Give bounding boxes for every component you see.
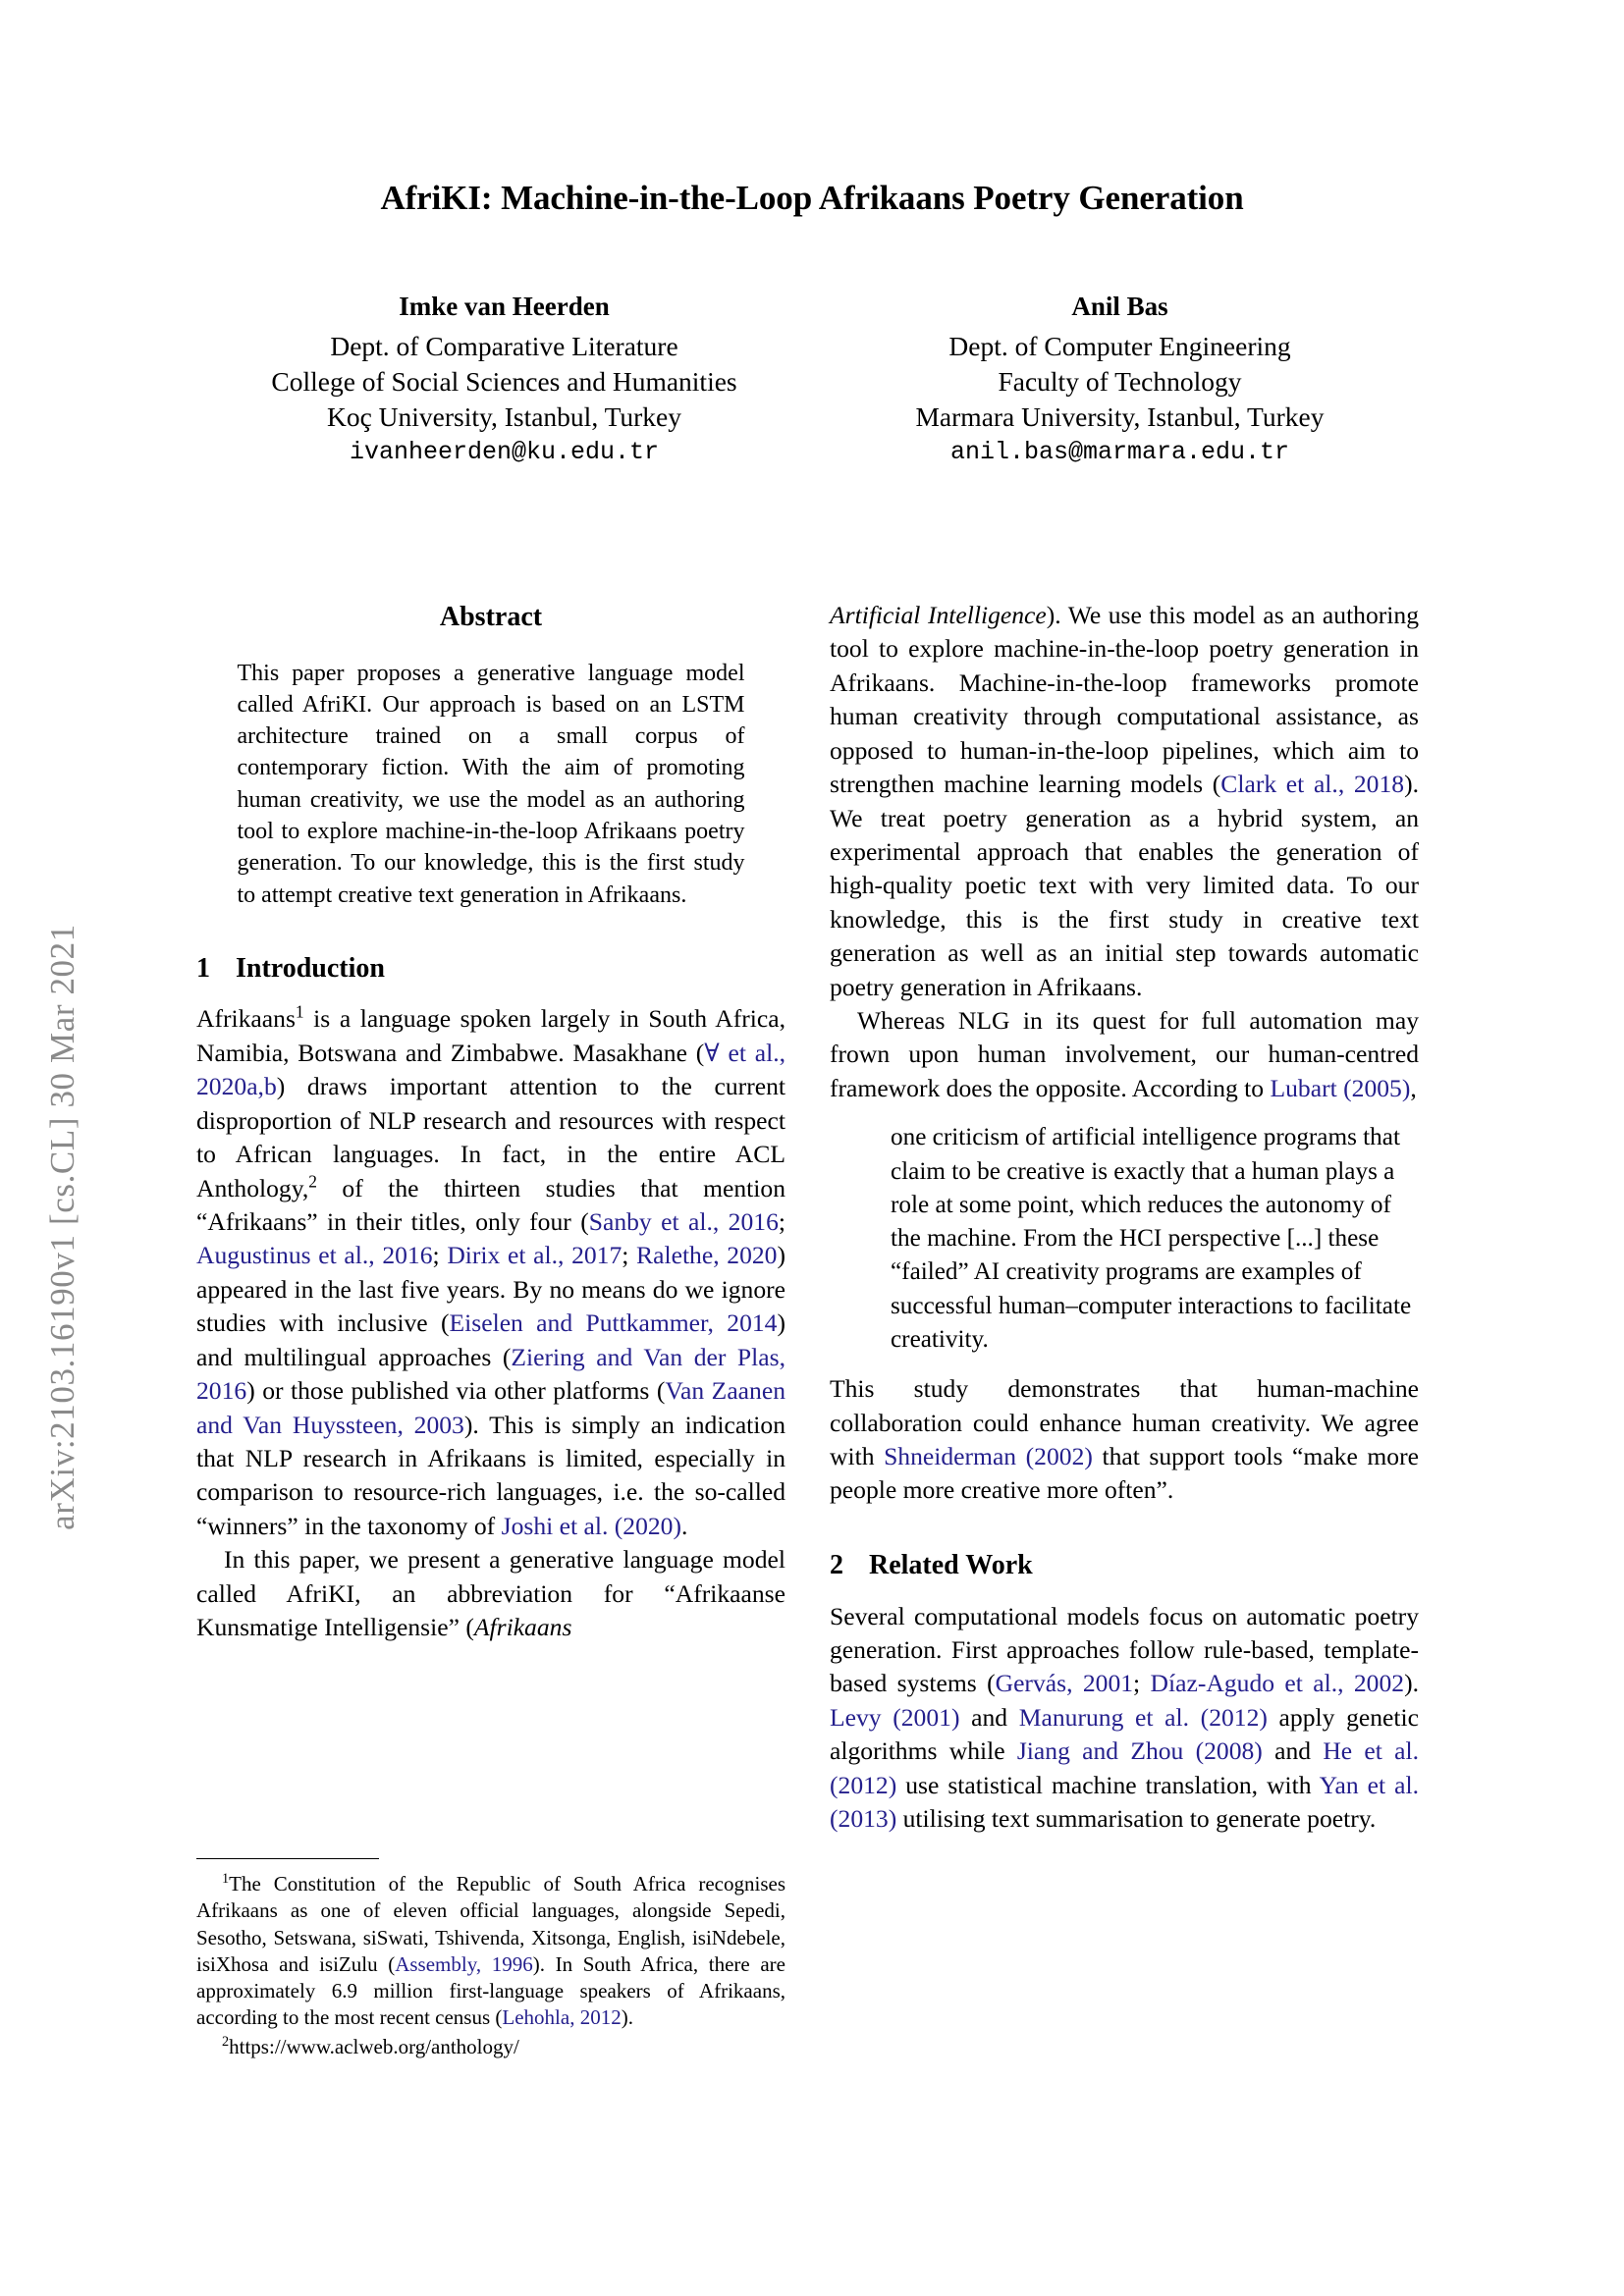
- footnote-area: [196, 1858, 785, 2062]
- section-number: 1: [196, 952, 210, 984]
- author-affiliation-line: Dept. of Comparative Literature: [330, 331, 678, 362]
- author-entry-2: [812, 290, 1428, 469]
- section-number: 2: [830, 1549, 843, 1580]
- footnote-number: 2: [222, 2033, 230, 2050]
- author-entry-1: [196, 290, 812, 469]
- column-right: [830, 599, 1419, 1836]
- abstract-body: This paper proposes a generative language model called AfriKI. Our approach is based on an LSTM architecture trained on a small corpus of contemporary fiction. With the aim of promoting human creativity, we use the model as an authoring tool to explore machine-in-the-loop Afrikaans poetry generation. To our knowledge, this is the first study to attempt creative text generation in Afrikaans.: [237, 660, 745, 908]
- citation-lehohla[interactable]: Lehohla, 2012: [502, 2005, 622, 2030]
- citation-augustinus[interactable]: Augustinus et al., 2016: [196, 1241, 433, 1270]
- author-affiliation-line: College of Social Sciences and Humanities: [271, 365, 737, 397]
- section-heading-introduction: [196, 950, 785, 988]
- citation-assembly[interactable]: Assembly, 1996: [395, 1951, 533, 1976]
- citation-ralethe[interactable]: Ralethe, 2020: [636, 1241, 778, 1270]
- citation-jiang-zhou[interactable]: Jiang and Zhou (2008): [1016, 1736, 1263, 1766]
- paragraph-intro-2-part1: In this paper, we present a generative language model called AfriKI, an abbreviation for “Afrikaanse Kunsmatige Intelligensie” (Afrikaans: [196, 1545, 785, 1642]
- author-block: [196, 290, 1428, 469]
- author-affiliation-line: Dept. of Computer Engineering: [948, 331, 1291, 362]
- footnote-url[interactable]: https://www.aclweb.org/anthology/: [229, 2034, 519, 2058]
- citation-manurung[interactable]: Manurung et al. (2012): [1018, 1702, 1268, 1732]
- citation-lubart[interactable]: Lubart (2005): [1270, 1073, 1411, 1102]
- section-heading-related-work: [830, 1547, 1419, 1584]
- author-name: Imke van Heerden: [399, 292, 610, 321]
- citation-sanby[interactable]: Sanby et al., 2016: [588, 1206, 779, 1236]
- author-email[interactable]: ivanheerden@ku.edu.tr: [349, 438, 660, 467]
- italic-ai-term: Artificial Intelligence: [830, 601, 1047, 629]
- author-email[interactable]: anil.bas@marmara.edu.tr: [949, 438, 1290, 467]
- page-title: AfriKI: Machine-in-the-Loop Afrikaans Poetry Generation: [380, 179, 1244, 217]
- section-title: Introduction: [236, 952, 385, 984]
- footnote-item-2: [196, 2034, 785, 2060]
- paragraph-intro-3: Whereas NLG in its quest for full automation may frown upon human involvement, our human-centred framework does the opposite. According to Lubart (2005),: [830, 1006, 1419, 1102]
- citation-diaz-agudo[interactable]: Díaz-Agudo et al., 2002: [1150, 1669, 1405, 1698]
- footnote-marker-1[interactable]: 1: [295, 1001, 304, 1022]
- citation-ziering[interactable]: Ziering and Van der Plas, 2016: [196, 1342, 785, 1406]
- block-quote-lubart: one criticism of artificial intelligence programs that claim to be creative is exactly that a human plays a role at some point, which reduces the autonomy of the machine. From the HCI perspective [...] these “failed” AI creativity programs are examples of successful human–computer interactions to facilitate creativity.: [891, 1124, 1412, 1353]
- citation-vanzaanen[interactable]: Van Zaanen and Van Huyssteen, 2003: [196, 1376, 785, 1439]
- footnote-marker-2[interactable]: 2: [308, 1171, 317, 1192]
- citation-levy[interactable]: Levy (2001): [830, 1702, 960, 1732]
- citation-shneiderman[interactable]: Shneiderman (2002): [884, 1442, 1093, 1471]
- section-title: Related Work: [869, 1549, 1033, 1580]
- italic-afrikaans-term: Afrikaans: [473, 1613, 572, 1642]
- citation-dirix[interactable]: Dirix et al., 2017: [447, 1241, 623, 1270]
- author-affiliation-line: Koç University, Istanbul, Turkey: [326, 400, 682, 432]
- citation-yan[interactable]: Yan et al. (2013): [830, 1770, 1419, 1834]
- arxiv-stamp: arXiv:2103.16190v1 [cs.CL] 30 Mar 2021: [43, 924, 81, 1530]
- citation-joshi[interactable]: Joshi et al. (2020): [501, 1511, 682, 1540]
- paragraph-intro-2-part2: Artificial Intelligence). We use this model as an authoring tool to explore machine-in-the-loop poetry generation in Afrikaans. Machine-in-the-loop frameworks promote human creativity through computational assistance, as opposed to human-in-the-loop pipelines, which aim to strengthen machine learning models (Clark et al., 2018). We treat poetry generation as a hybrid system, an experimental approach that enables the generation of high-quality poetic text with very limited data. To our knowledge, this is the first study in creative text generation as well as an initial step towards automatic poetry generation in Afrikaans.: [830, 601, 1419, 1001]
- column-left: [196, 599, 785, 1644]
- footnote-rule: [196, 1858, 379, 1859]
- footnote-number: 1: [222, 1871, 230, 1887]
- citation-he[interactable]: He et al. (2012): [830, 1736, 1419, 1799]
- citation-gervas[interactable]: Gervás, 2001: [995, 1669, 1134, 1698]
- paragraph-intro-closing: This study demonstrates that human-machine collaboration could enhance human creativity. We agree with Shneiderman (2002) that support tools “make more people more creative more often”.: [830, 1374, 1419, 1505]
- author-affiliation-line: Faculty of Technology: [998, 365, 1242, 397]
- citation-masakhane[interactable]: ∀ et al., 2020a,b: [196, 1038, 785, 1101]
- paragraph-intro-1: Afrikaans$^1$ is a language spoken largely in South Africa, Namibia, Botswana and Zimbabwe. Masakhane (∀ et al., 2020a,b) draws important attention to the current disproportion of NLP research and resources with respect to African languages. In fact, in the entire ACL Anthology,$^2$ of the thirteen studies that mention “Afrikaans” in their titles, only four (Sanby et al., 2016; Augustinus et al., 2016; Dirix et al., 2017; Ralethe, 2020) appeared in the last five years. By no means do we ignore studies with inclusive (Eiselen and Puttkammer, 2014) and multilingual approaches (Ziering and Van der Plas, 2016) or those published via other platforms (Van Zaanen and Van Huyssteen, 2003). This is simply an indication that NLP research in Afrikaans is limited, especially in comparison to resource-rich languages, i.e. the so-called “winners” in the taxonomy of Joshi et al. (2020).: [196, 1001, 785, 1540]
- footnote-item-1: $^1$The Constitution of the Republic of South Africa recognises Afrikaans as one of eleven official languages, alongside Sepedi, Sesotho, Setswana, siSwati, Tshivenda, Xitsonga, English, isiNdebele, isiXhosa and isiZulu (Assembly, 1996). In South Africa, there are approximately 6.9 million first-language speakers of Afrikaans, according to the most recent census (Lehohla, 2012).: [196, 1871, 785, 2030]
- author-affiliation-line: Marmara University, Istanbul, Turkey: [915, 400, 1325, 432]
- citation-clark[interactable]: Clark et al., 2018: [1220, 770, 1405, 799]
- abstract-heading: Abstract: [439, 602, 543, 632]
- paragraph-related-work-1: Several computational models focus on automatic poetry generation. First approaches follow rule-based, template-based systems (Gervás, 2001; Díaz-Agudo et al., 2002). Levy (2001) and Manurung et al. (2012) apply genetic algorithms while Jiang and Zhou (2008) and He et al. (2012) use statistical machine translation, with Yan et al. (2013) utilising text summarisation to generate poetry.: [830, 1601, 1419, 1834]
- citation-eiselen[interactable]: Eiselen and Puttkammer, 2014: [449, 1308, 778, 1338]
- author-name: Anil Bas: [1071, 292, 1168, 321]
